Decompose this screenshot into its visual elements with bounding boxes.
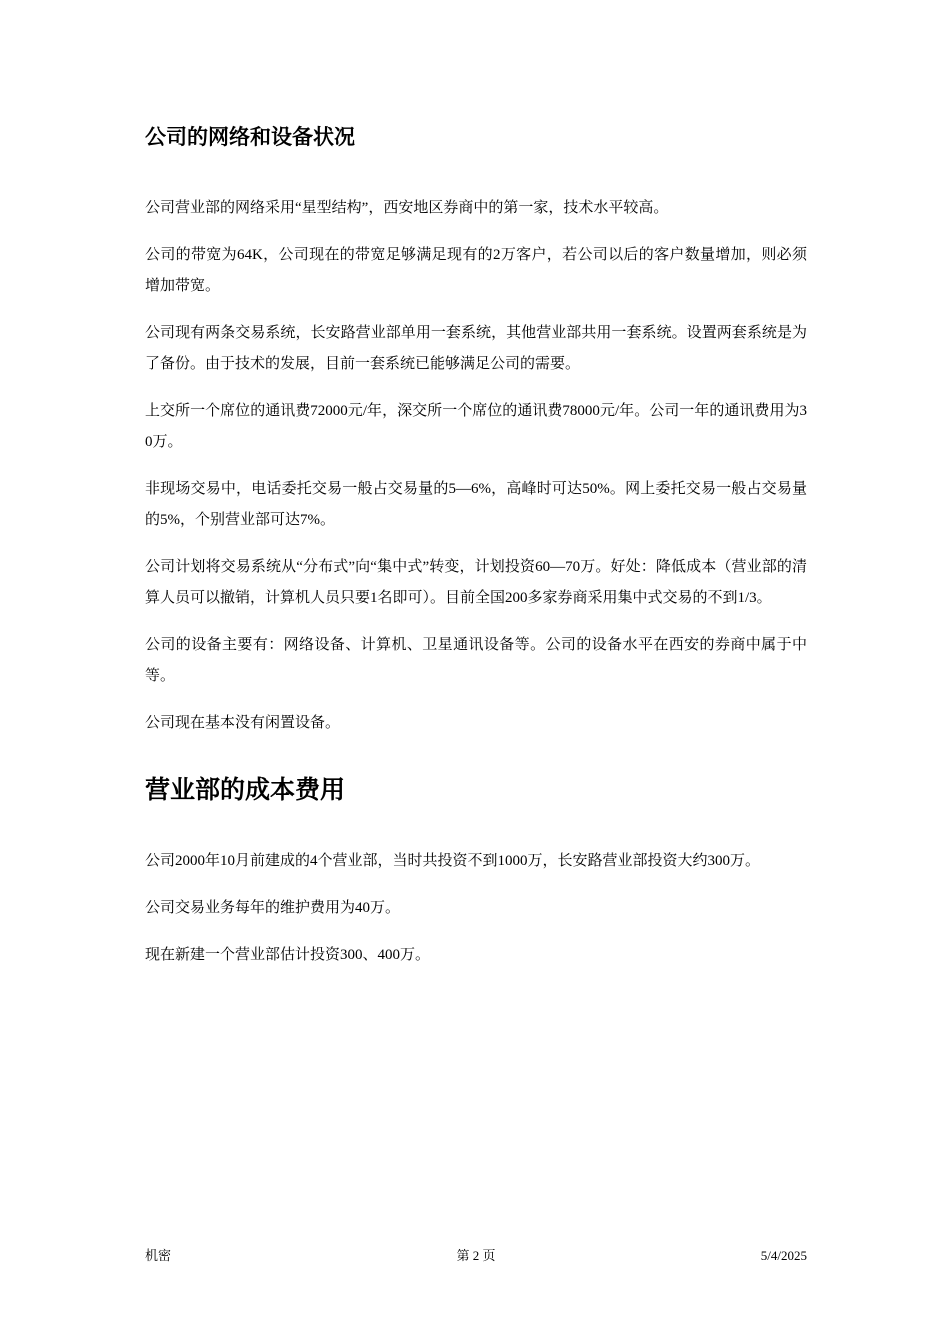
paragraph: 公司2000年10月前建成的4个营业部，当时共投资不到1000万，长安路营业部投资大约300万。: [145, 853, 761, 869]
paragraph: 非现场交易中，电话委托交易一般占交易量的5—6%，高峰时可达50%。网上委托交易一般占交易量的5%，个别营业部可达7%。: [145, 481, 807, 528]
paragraph: 公司营业部的网络采用“星型结构”，西安地区券商中的第一家，技术水平较高。: [145, 200, 669, 216]
paragraph: 公司计划将交易系统从“分布式”向“集中式”转变，计划投资60—70万。好处：降低成本（营业部的清算人员可以撤销，计算机人员只要1名即可）。目前全国200多家券商采用集中式交易的不到1/3。: [145, 559, 807, 606]
page-footer: [145, 1246, 807, 1266]
paragraph: 上交所一个席位的通讯费72000元/年，深交所一个席位的通讯费78000元/年。公司一年的通讯费用为30万。: [145, 403, 807, 450]
paragraph: 公司的带宽为64K，公司现在的带宽足够满足现有的2万客户，若公司以后的客户数量增加，则必须增加带宽。: [145, 247, 807, 294]
footer-date: 5/4/2025: [760, 1248, 807, 1263]
footer-page-number: 第 2 页: [456, 1248, 496, 1263]
section-title-branch-costs: 营业部的成本费用: [145, 775, 346, 804]
section-title-network-equipment: 公司的网络和设备状况: [145, 125, 355, 149]
paragraph: 现在新建一个营业部估计投资300、400万。: [145, 947, 431, 963]
document-body: [145, 120, 807, 987]
paragraph: 公司交易业务每年的维护费用为40万。: [145, 900, 401, 916]
paragraph: 公司的设备主要有：网络设备、计算机、卫星通讯设备等。公司的设备水平在西安的券商中属于中等。: [145, 637, 807, 684]
footer-confidential-label: 机密: [145, 1248, 172, 1263]
paragraph: 公司现有两条交易系统，长安路营业部单用一套系统，其他营业部共用一套系统。设置两套系统是为了备份。由于技术的发展，目前一套系统已能够满足公司的需要。: [145, 325, 807, 372]
paragraph: 公司现在基本没有闲置设备。: [145, 715, 341, 731]
